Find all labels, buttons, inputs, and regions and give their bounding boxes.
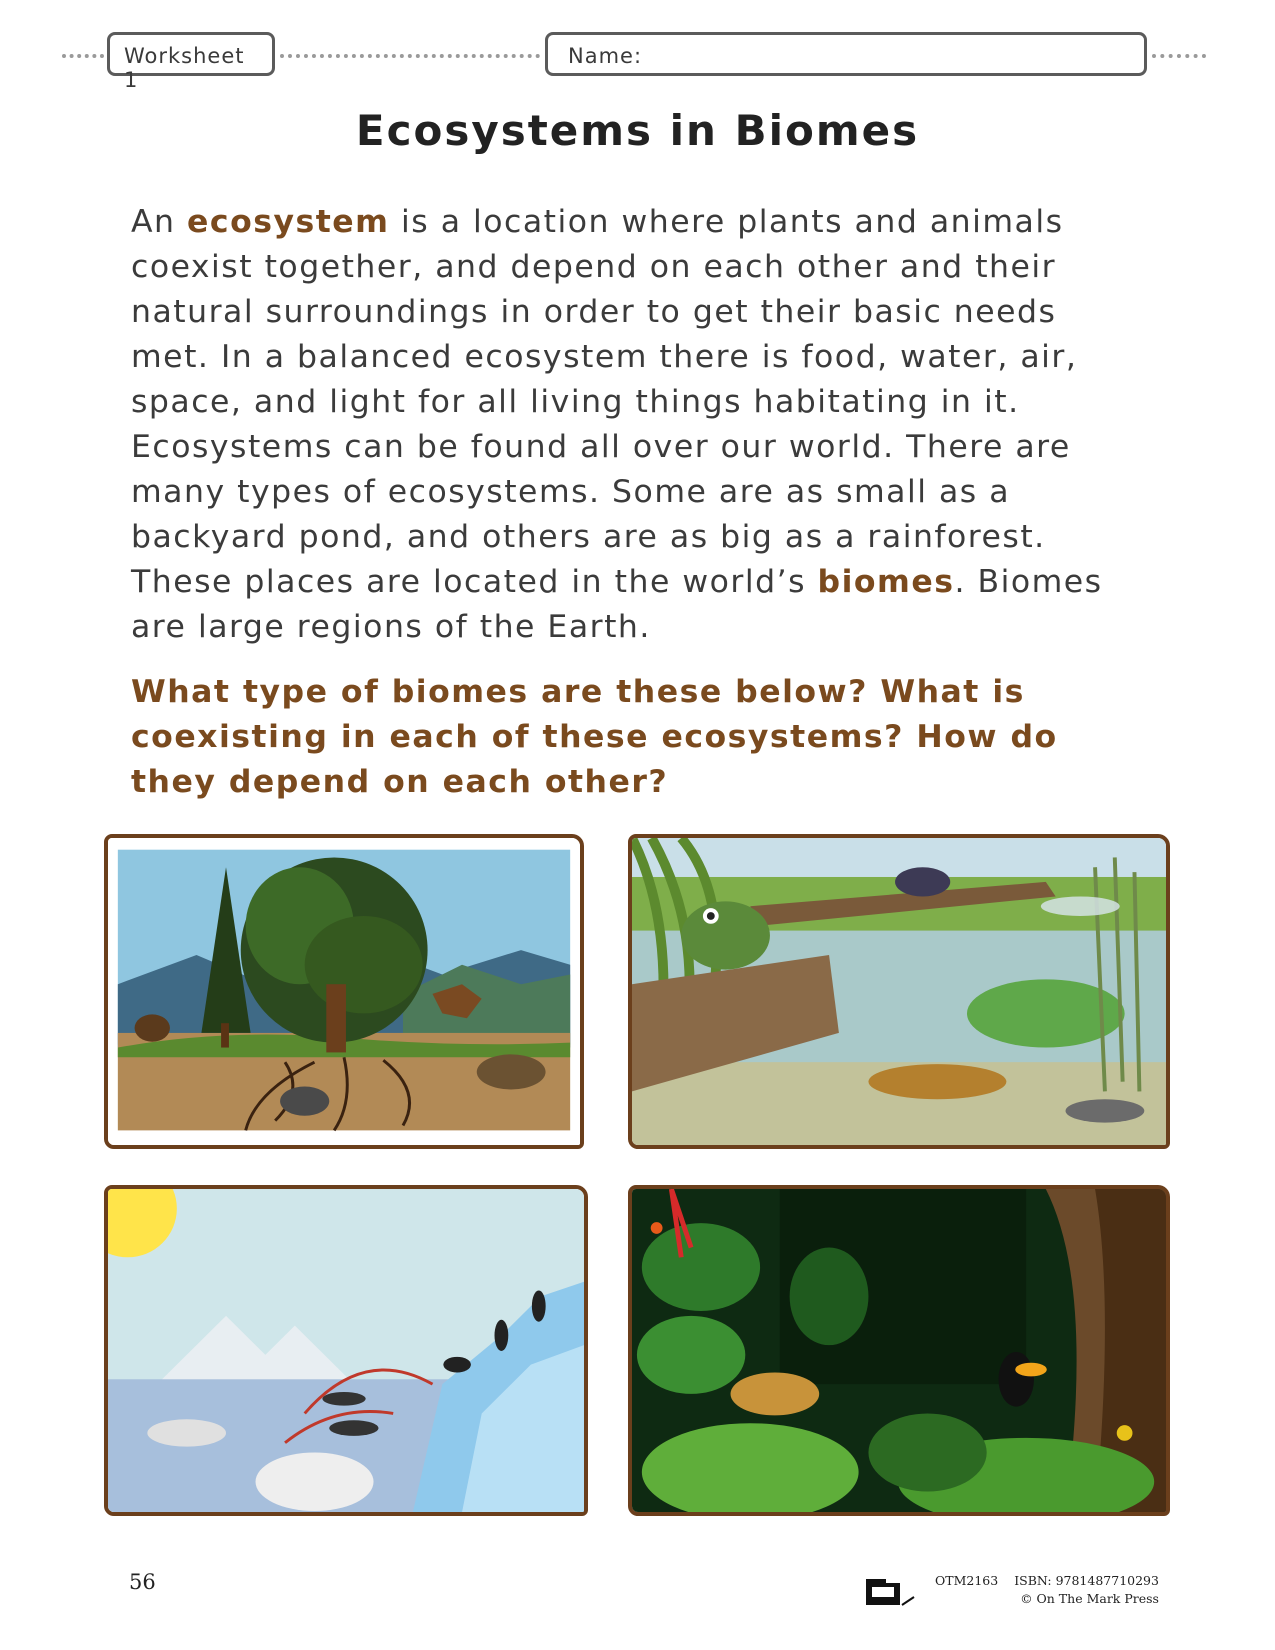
intro-paragraph xyxy=(131,200,1131,650)
publisher-info xyxy=(935,1572,1159,1608)
product-code: OTM2163 xyxy=(935,1573,999,1588)
isbn: ISBN: 9781487710293 xyxy=(1014,1573,1159,1588)
polar-ecosystem-illustration xyxy=(104,1185,588,1516)
page-title: Ecosystems in Biomes xyxy=(355,106,920,155)
publisher-logo-icon xyxy=(864,1577,916,1607)
page-number: 56 xyxy=(129,1570,156,1594)
worksheet-label: Worksheet 1 xyxy=(124,44,245,92)
intro-text-1: An xyxy=(131,204,188,240)
pond-ecosystem-illustration xyxy=(628,834,1170,1149)
name-field-label: Name: xyxy=(568,44,643,68)
copyright: © On The Mark Press xyxy=(1020,1591,1159,1606)
term-biomes: biomes xyxy=(817,564,955,600)
header-dotted-rule-middle xyxy=(280,54,540,58)
term-ecosystem: ecosystem xyxy=(187,204,390,240)
question-prompt: What type of biomes are these below? What is coexisting in each of these ecosystems? How do they depend on each other? xyxy=(131,674,1058,800)
intro-text-3: . Biomes are large regions of the Earth. xyxy=(131,564,1103,645)
taiga-forest-illustration xyxy=(104,834,584,1149)
rainforest-illustration xyxy=(628,1185,1170,1516)
worksheet-label-tab xyxy=(107,32,275,92)
intro-text-2: is a location where plants and animals coexist together, and depend on each other and their natural surroundings in order to get their basic needs met. In a balanced ecosystem there is food, water, air, space, and light for all living things habitating in it. Ecosystems can be found all over our world. There are many types of ecosystems. Some are as small as a backyard pond, and others are as big as a rainforest. These places are located in the world’s xyxy=(131,204,1078,600)
name-field[interactable] xyxy=(545,32,1147,76)
header-dotted-rule-right xyxy=(1152,54,1206,58)
header-dotted-rule-left xyxy=(62,54,104,58)
